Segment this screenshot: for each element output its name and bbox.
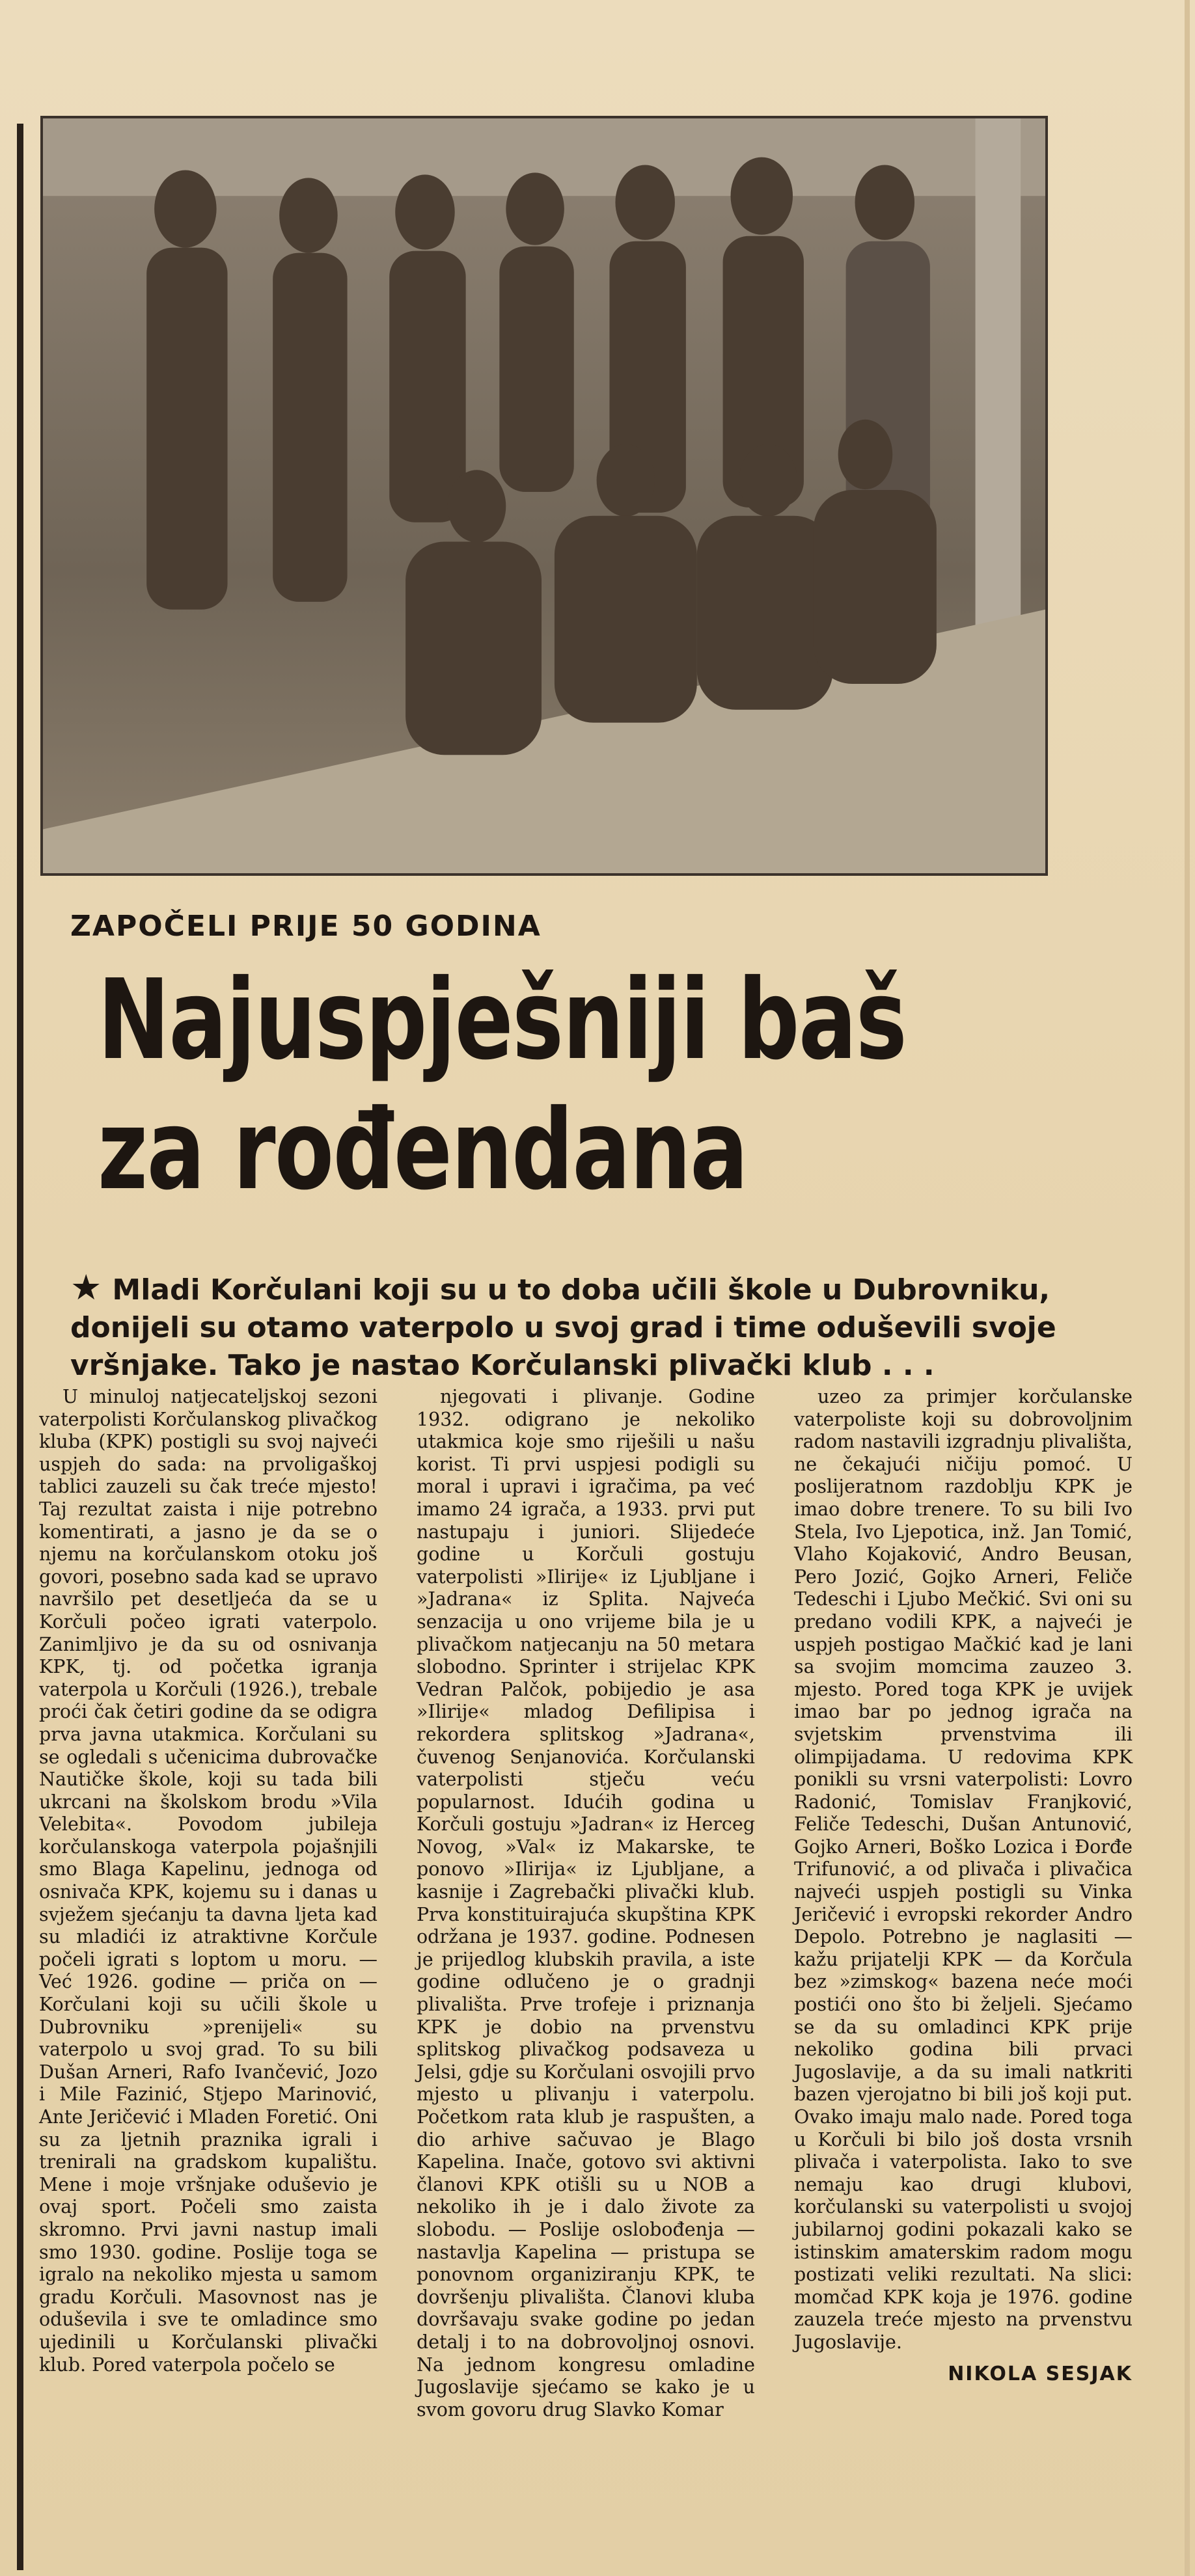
column-3-text: uzeo za primjer korčulanske vaterpoliste koji su dobrovoljnim radom nastavili izgradnju plivališta, ne čekajući ničiju pomoć. U poslijeratnom razdoblju KPK je imao dobre trenere. To su bili Ivo Stela, Ivo Ljepotica, inž. Jan Tomić, Vlaho Kojaković, Andro Beusan, Pero Jozić, Gojko Arneri, Feliče Tedeschi i Ljubo Mečkić. Svi oni su predano vodili KPK, a najveći je uspjeh postigao Mačkić kad je lani sa svojim momcima zauzeo 3. mjesto. Pored toga KPK je uvijek imao bar po jednog igrača na svjetskim prvenstvima ili olimpijadama. U redovima KPK ponikli su vrsni vaterpolisti: Lovro Radonić, Tomislav Franjković, Feliče Tedeschi, Dušan Antunović, Gojko Arneri, Boško Lozica i Đorđe Trifunović, a od plivača i plivačica najveći uspjeh postigli su Vinka Jeričević i evropski rekorder Andro Depolo. Potrebno je naglasiti — kažu prijatelji KPK — da Korčula bez »zimskog« bazena neće moći postići ono što bi željeli. Sjećamo se da su omladinci KPK prije nekoliko godina bili prvaci Jugoslavije, a da su imali natkriti bazen vjerojatno bi bili još koji put. Ovako imaju malo nade. Pored toga u Korčuli bi bilo još dosta vrsnih plivača i vaterpolista. Iako to sve nemaju kao drugi klubovi, korčulanski su vaterpolisti u svojoj jubilarnoj godini pokazali kako se istinskim amaterskim radom mogu postizati veliki rezultati. Na slici: momčad KPK koja je 1976. godine zauzela treće mjesto na prvenstvu Jugoslavije. xyxy=(794,1386,1133,2353)
column-3 xyxy=(794,1386,1133,2385)
left-border xyxy=(17,124,23,2570)
right-border xyxy=(1185,0,1190,2576)
column-2 xyxy=(417,1386,755,2421)
column-1-text: U minuloj natjecateljskoj sezoni vaterpolisti Korčulanskog plivačkog kluba (KPK) postigli su svoj najveći uspjeh do sada: na prvoligaškoj tablici zauzeli su čak treće mjesto! Taj rezultat zaista i nije potrebno komentirati, a jasno je da se o njemu na korčulanskom otoku još govori, posebno sada kad se upravo navršilo pet desetljeća da se u Korčuli počeo igrati vaterpolo. Zanimljivo je da su od osnivanja KPK, tj. od početka igranja vaterpola u Korčuli (1926.), trebale proći čak četiri godine da se odigra prva javna utakmica. Korčulani su se ogledali s učenicima dubrovačke Nautičke škole, koji su tada bili ukrcani na školskom brodu »Vila Velebita«. Povodom jubileja korčulanskoga vaterpola pojašnjili smo Blaga Kapelinu, jednoga od osnivača KPK, kojemu su i danas u svježem sjećanju ta davna ljeta kad su mladići iz atraktivne Korčule počeli igrati s loptom u moru. — Već 1926. godine — priča on — Korčulani koji su učili škole u Dubrovniku »prenijeli« su vaterpolo u svoj grad. To su bili Dušan Arneri, Rafo Ivančević, Jozo i Mile Fazinić, Stjepo Marinović, Ante Jeričević i Mladen Foretić. Oni su za ljetnih praznika igrali i trenirali na gradskom kupalištu. Mene i moje vršnjake oduševio je ovaj sport. Počeli smo zaista skromno. Prvi javni nastup imali smo 1930. godine. Poslije toga se igralo na nekoliko mjesta u samom gradu Korčuli. Masovnost nas je oduševila i sve te omladince smo ujedinili u Korčulanski plivački klub. Pored vaterpola počelo se xyxy=(39,1386,378,2376)
headline-line-2: za rođendana xyxy=(98,1086,748,1215)
column-2-text: njegovati i plivanje. Godine 1932. odigrano je nekoliko utakmica koje smo riješili u našu korist. Ti prvi uspjesi podigli su moral i upravi i igračima, pa već imamo 24 igrača, a 1933. prvi put nastupaju i juniori. Slijedeće godine u Korčuli gostuju vaterpolisti »Ilirije« iz Ljubljane i »Jadrana« iz Splita. Najveća senzacija u ono vrijeme bila je u plivačkom natjecanju na 50 metara slobodno. Sprinter i strijelac KPK Vedran Palčok, pobijedio je asa »Ilirije« mladog Defilipisa i rekordera splitskog »Jadrana«, čuvenog Senjanovića. Korčulanski vaterpolisti stječu veću popularnost. Idućih godina u Korčuli gostuju »Jadran« iz Herceg Novog, »Val« iz Makarske, te ponovo »Ilirija« iz Ljubljane, a kasnije i Zagrebački plivački klub. Prva konstituirajuća skupština KPK održana je 1937. godine. Podnesen je prijedlog klubskih pravila, a iste godine odlučeno je o gradnji plivališta. Prve trofeje i priznanja KPK je dobio na prvenstvu splitskog plivačkog podsaveza u Jelsi, gdje su Korčulani osvojili prvo mjesto u plivanju i vaterpolu. Početkom rata klub je raspušten, a dio arhive sačuvao je Blago Kapelina. Inače, gotovo svi aktivni članovi KPK otišli su u NOB a nekoliko ih je i dalo živote za slobodu. — Poslije oslobođenja — nastavlja Kapelina — pristupa se ponovnom organiziranju KPK, te dovršenju plivališta. Članovi kluba dovršavaju svake godine po jedan detalj i to na dobrovoljnoj osnovi. Na jednom kongresu omladine Jugoslavije sjećamo se kako je u svom govoru drug Slavko Komar xyxy=(417,1386,755,2420)
article-headline xyxy=(98,955,907,1215)
article-kicker: ZAPOČELI PRIJE 50 GODINA xyxy=(70,910,542,943)
team-photo xyxy=(40,116,1048,876)
lead-text: Mladi Korčulani koji su u to doba učili škole u Dubrovniku, donijeli su otamo vaterpolo u svoj grad i time oduševili svoje vršnjake. Tako je nastao Korčulanski plivački klub . . . xyxy=(70,1273,1056,1382)
article-body xyxy=(39,1386,1146,2557)
headline-line-1: Najuspješniji baš xyxy=(98,956,907,1085)
byline: NIKOLA SESJAK xyxy=(948,2362,1133,2385)
column-1 xyxy=(39,1386,378,2376)
article-lead xyxy=(70,1269,1099,1385)
star-icon: ★ xyxy=(70,1267,102,1308)
